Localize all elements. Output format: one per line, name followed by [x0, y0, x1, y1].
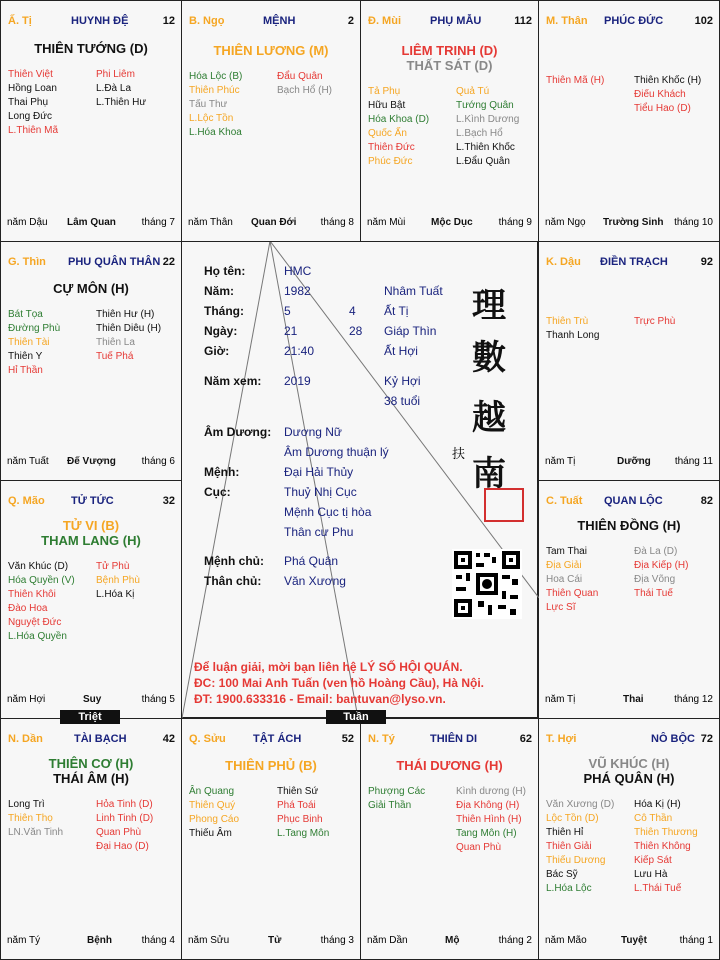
star-item: Thiên Tài — [8, 337, 50, 348]
star-item: Quốc Ấn — [368, 128, 407, 139]
palace-hoi[interactable] — [538, 718, 720, 960]
main-star: VŨ KHÚC (H) — [588, 756, 670, 771]
palace-footer — [545, 456, 713, 470]
star-item: Thiên Quý — [189, 800, 236, 811]
palace-month: tháng 7 — [141, 217, 175, 228]
star-item: Thiên Việt — [8, 69, 53, 80]
palace-footer — [7, 456, 175, 470]
triet-marker: Triệt — [60, 710, 120, 724]
star-item: Lực Sĩ — [546, 602, 576, 613]
palace-month: tháng 5 — [141, 694, 175, 705]
day-solar: 21 — [284, 324, 298, 338]
star-item: Phá Toái — [277, 800, 316, 811]
calligraphy-char-3: 越 — [472, 398, 506, 438]
palace-name: TẬT ÁCH — [253, 733, 302, 745]
palace-footer — [545, 935, 713, 949]
palace-year: năm Hợi — [7, 694, 46, 705]
palace-header — [8, 256, 175, 270]
star-item: Hóa Quyền (V) — [8, 575, 75, 586]
palace-branch: Q. Sửu — [189, 733, 226, 745]
palace-ty[interactable] — [0, 0, 182, 242]
star-item: Hoa Cái — [546, 574, 583, 585]
star-item: Thiên Khốc (H) — [634, 75, 702, 86]
red-seal-icon — [484, 488, 524, 522]
star-item: Hữu Bật — [368, 100, 406, 111]
star-item: L.Tang Môn — [277, 828, 330, 839]
stars-left — [368, 85, 429, 169]
palace-month: tháng 1 — [679, 935, 713, 946]
view-year-value: 2019 — [284, 374, 311, 388]
star-item: Thiên Thương — [634, 827, 698, 838]
palace-name: HUYNH ĐỆ — [71, 15, 129, 27]
palace-stage: Mộ — [445, 935, 460, 946]
day-label: Ngày: — [204, 324, 238, 338]
star-item: Thiên Giải — [546, 841, 592, 852]
palace-ngo[interactable] — [181, 0, 361, 242]
palace-branch: N. Dần — [8, 733, 43, 745]
main-star: THIÊN CƠ (H) — [48, 756, 134, 771]
palace-header — [8, 15, 175, 29]
palace-footer — [367, 217, 532, 231]
star-item: Địa Giải — [546, 560, 582, 571]
palace-number: 42 — [162, 733, 175, 745]
palace-year: năm Thân — [188, 217, 233, 228]
star-item: Văn Khúc (D) — [8, 561, 69, 572]
cuc-label: Cục: — [204, 485, 231, 499]
palace-month: tháng 9 — [498, 217, 532, 228]
palace-mui[interactable] — [360, 0, 539, 242]
star-item: Thanh Long — [546, 330, 600, 341]
palace-stage: Dưỡng — [617, 456, 651, 467]
year-value: 1982 — [284, 284, 311, 298]
hour-canchi: Ất Hợi — [384, 344, 418, 358]
palace-number: 52 — [341, 733, 354, 745]
star-item: L.Hóa Khoa — [189, 127, 242, 138]
palace-stage: Quan Đới — [251, 217, 297, 228]
stars-right — [456, 785, 526, 855]
palace-branch: M. Thân — [546, 15, 588, 27]
palace-year: năm Tý — [7, 935, 41, 946]
palace-footer — [7, 694, 175, 708]
am-duong-note: Âm Dương thuận lý — [284, 445, 389, 459]
tuan-marker: Tuần — [326, 710, 386, 724]
star-item: Tả Phụ — [368, 86, 401, 97]
stars-right — [456, 85, 519, 169]
palace-number: 2 — [347, 15, 354, 27]
palace-dau[interactable] — [538, 241, 720, 481]
stars-right — [634, 798, 698, 896]
palace-name: PHỤ MẪU — [430, 15, 482, 27]
palace-stage: Trường Sinh — [603, 217, 664, 228]
palace-month: tháng 2 — [498, 935, 532, 946]
stars-right — [96, 560, 140, 602]
star-item: Phi Liêm — [96, 69, 135, 80]
cuc-relation: Mệnh Cục tị hòa — [284, 505, 372, 519]
star-item: Phong Cáo — [189, 814, 240, 825]
star-item: Tướng Quân — [456, 100, 514, 111]
palace-stage: Tử — [268, 935, 282, 946]
star-item: Tử Phù — [96, 561, 130, 572]
palace-footer — [545, 694, 713, 708]
star-item: Tiểu Hao (D) — [634, 103, 691, 114]
star-item: L.Lộc Tồn — [189, 113, 234, 124]
palace-thin[interactable] — [0, 241, 182, 481]
main-star: TỬ VI (B) — [62, 518, 120, 533]
palace-month: tháng 10 — [674, 217, 713, 228]
calligraphy-char-1: 理 — [472, 286, 506, 326]
palace-number: 92 — [700, 256, 713, 268]
palace-branch: Ấ. Tị — [8, 15, 32, 27]
star-item: Thiên La — [96, 337, 135, 348]
stars-right — [634, 545, 688, 601]
star-item: Bát Tọa — [8, 309, 43, 320]
palace-footer — [7, 217, 175, 231]
star-item: Thiên Hư (H) — [96, 309, 155, 320]
star-item: Thái Tuế — [634, 588, 673, 599]
star-item: L.Bạch Hổ — [456, 128, 503, 139]
view-year-label: Năm xem: — [204, 374, 262, 388]
palace-branch: C. Tuất — [546, 495, 583, 507]
month-canchi: Ất Tị — [384, 304, 409, 318]
star-item: Thiên Không — [634, 841, 691, 852]
menh-chu-label: Mệnh chủ: — [204, 554, 264, 568]
palace-stage: Tuyệt — [621, 935, 647, 946]
star-item: Nguyệt Đức — [8, 617, 62, 628]
star-item: Đà La (D) — [634, 546, 678, 557]
star-item: Hồng Loan — [8, 83, 57, 94]
palace-name: PHU QUÂN THÂN — [68, 256, 161, 268]
month-label: Tháng: — [204, 304, 244, 318]
star-item: Thiếu Dương — [546, 855, 606, 866]
stars-left — [8, 798, 63, 840]
palace-header — [8, 495, 175, 509]
palace-number: 82 — [700, 495, 713, 507]
palace-year: năm Tuất — [7, 456, 49, 467]
palace-name: TÀI BẠCH — [74, 733, 127, 745]
star-item: Long Đức — [8, 111, 52, 122]
palace-header — [546, 256, 713, 270]
palace-year: năm Tị — [545, 694, 576, 705]
stars-left — [546, 74, 604, 88]
stars-left — [546, 315, 599, 343]
stars-left — [189, 785, 239, 841]
star-item: Ân Quang — [189, 786, 235, 797]
palace-stage: Lâm Quan — [67, 217, 116, 228]
star-item: Thiên Hỉ — [546, 827, 584, 838]
star-item: Long Trì — [8, 799, 45, 810]
palace-number: 112 — [514, 15, 532, 27]
star-item: Kiếp Sát — [634, 855, 672, 866]
palace-year: năm Ngọ — [545, 217, 586, 228]
palace-month: tháng 4 — [141, 935, 175, 946]
star-item: L.Kình Dương — [456, 114, 520, 125]
star-item: Địa Không (H) — [456, 800, 520, 811]
center-info-panel — [181, 241, 538, 718]
star-item: Hỉ Thần — [8, 365, 43, 376]
star-item: Hóa Lộc (B) — [189, 71, 243, 82]
menh-chu-value: Phá Quân — [284, 554, 339, 568]
palace-branch: G. Thìn — [8, 256, 46, 268]
hour-label: Giờ: — [204, 344, 230, 358]
am-duong-value: Dương Nữ — [284, 425, 342, 439]
star-item: Đào Hoa — [8, 603, 48, 614]
star-item: L.Hóa Quyền — [8, 631, 67, 642]
main-star: THAM LANG (H) — [41, 533, 141, 548]
stars-left — [368, 785, 425, 813]
palace-stage: Thai — [623, 694, 644, 705]
day-canchi: Giáp Thìn — [384, 324, 437, 338]
cuc-value: Thuỷ Nhị Cục — [284, 485, 357, 499]
palace-month: tháng 6 — [141, 456, 175, 467]
star-item: Thiên Đức — [368, 142, 415, 153]
star-item: L.Thiên Hư — [96, 97, 147, 108]
palace-name: MỆNH — [263, 15, 296, 27]
palace-than[interactable] — [538, 0, 720, 242]
palace-month: tháng 3 — [320, 935, 354, 946]
palace-header — [546, 15, 713, 29]
stars-right — [277, 785, 329, 841]
year-label: Năm: — [204, 284, 235, 298]
palace-year: năm Mùi — [367, 217, 406, 228]
palace-stage: Đế Vượng — [67, 456, 116, 467]
star-item: Thiên Thọ — [8, 813, 53, 824]
star-item: Thiếu Âm — [189, 828, 232, 839]
star-item: Thiên Sứ — [277, 786, 319, 797]
calligraphy-char-4: 南 — [472, 454, 506, 494]
name-value: HMC — [284, 264, 312, 278]
star-item: L.Thiên Mã — [8, 125, 59, 136]
star-item: Điếu Khách — [634, 89, 686, 100]
palace-number: 22 — [162, 256, 175, 268]
star-item: Thiên Y — [8, 351, 43, 362]
star-item: Đường Phù — [8, 323, 61, 334]
than-cu: Thân cư Phu — [284, 525, 354, 539]
palace-header — [189, 15, 354, 29]
stars-right — [634, 315, 675, 329]
month-solar: 5 — [284, 304, 291, 318]
name-label: Họ tên: — [204, 264, 246, 278]
month-lunar: 4 — [349, 304, 356, 318]
palace-suu[interactable] — [181, 718, 361, 960]
star-item: Hỏa Tinh (D) — [96, 799, 153, 810]
star-item: Đại Hao (D) — [96, 841, 149, 852]
view-year-canchi: Kỷ Hợi — [384, 374, 421, 388]
palace-number: 12 — [162, 15, 175, 27]
palace-name: THIÊN DI — [430, 733, 478, 745]
stars-left — [8, 68, 58, 138]
star-item: Lưu Hà — [634, 869, 668, 880]
stars-left — [189, 70, 242, 140]
palace-branch: K. Dậu — [546, 256, 581, 268]
palace-month: tháng 8 — [320, 217, 354, 228]
palace-tuat[interactable] — [538, 480, 720, 719]
calligraphy-char-2: 數 — [472, 338, 506, 378]
star-item: L.Hóa Lộc — [546, 883, 592, 894]
palace-name: NÔ BỘC — [651, 733, 695, 745]
star-item: Thiên Mã (H) — [546, 75, 605, 86]
star-item: Phục Binh — [277, 814, 323, 825]
palace-branch: N. Tý — [368, 733, 395, 745]
palace-branch: Đ. Mùi — [368, 15, 401, 27]
star-item: Thai Phụ — [8, 97, 49, 108]
stars-left — [8, 308, 60, 378]
palace-footer — [367, 935, 532, 949]
menh-label: Mệnh: — [204, 465, 240, 479]
hour-value: 21:40 — [284, 344, 315, 358]
palace-name: PHÚC ĐỨC — [604, 15, 664, 27]
menh-value: Đại Hải Thủy — [284, 465, 354, 479]
palace-name: ĐIỀN TRẠCH — [600, 256, 668, 268]
star-item: L.Thái Tuế — [634, 883, 682, 894]
star-item: Phượng Các — [368, 786, 426, 797]
main-star: PHÁ QUÂN (H) — [583, 771, 675, 786]
palace-mao[interactable] — [0, 480, 182, 719]
palace-footer — [188, 217, 354, 231]
main-star: LIÊM TRINH (D) — [401, 43, 498, 58]
star-item: Phúc Đức — [368, 156, 413, 167]
star-item: Bệnh Phù — [96, 575, 140, 586]
star-item: Thiên Diêu (H) — [96, 323, 162, 334]
palace-header — [368, 733, 532, 747]
palace-name: TỬ TỨC — [71, 495, 114, 507]
palace-stage: Bệnh — [87, 935, 112, 946]
stars-left — [8, 560, 75, 644]
star-item: Hóa Kị (H) — [634, 799, 681, 810]
than-chu-label: Thân chủ: — [204, 574, 262, 588]
palace-month: tháng 12 — [674, 694, 713, 705]
stars-right — [96, 798, 153, 854]
contact-address: ĐC: 100 Mai Anh Tuấn (ven hồ Hoàng Cầu), Hà Nội. — [194, 676, 485, 690]
palace-stage: Mộc Dục — [431, 217, 473, 228]
main-star: CỰ MÔN (H) — [53, 281, 129, 296]
star-item: L.Thiên Khốc — [456, 142, 515, 153]
main-star: THIÊN TƯỚNG (D) — [34, 41, 148, 56]
palace-footer — [545, 217, 713, 231]
contact-notice: Để luận giải, mời bạn liên hệ LÝ SỐ HỘI QUÁN. — [194, 660, 463, 674]
star-item: Thiên Phúc — [189, 85, 240, 96]
star-item: Bác Sỹ — [546, 869, 578, 880]
star-item: Cô Thần — [634, 813, 673, 824]
palace-header — [546, 733, 713, 747]
palace-number: 62 — [519, 733, 532, 745]
palace-ti[interactable] — [360, 718, 539, 960]
palace-header — [189, 733, 354, 747]
palace-header — [546, 495, 713, 509]
main-star: THÁI DƯƠNG (H) — [396, 758, 503, 773]
palace-header — [8, 733, 175, 747]
palace-number: 102 — [694, 15, 713, 27]
star-item: Thiên Trù — [546, 316, 589, 327]
star-item: Quan Phù — [96, 827, 142, 838]
palace-branch: Q. Mão — [8, 495, 45, 507]
contact-phone-email[interactable]: ĐT: 1900.633316 - Email: bantuvan@lyso.vn. — [194, 692, 446, 706]
am-duong-label: Âm Dương: — [204, 425, 272, 439]
palace-year: năm Sửu — [188, 935, 230, 946]
seal-text: 扶 — [452, 447, 466, 462]
star-item: Tuế Phá — [96, 351, 134, 362]
palace-number: 72 — [700, 733, 713, 745]
palace-footer — [188, 935, 354, 949]
palace-footer — [7, 935, 175, 949]
star-item: Địa Võng — [634, 574, 676, 585]
stars-left — [546, 545, 598, 615]
star-item: Lộc Tồn (D) — [546, 813, 599, 824]
palace-name: QUAN LỘC — [604, 495, 663, 507]
star-item: Tấu Thư — [189, 99, 228, 110]
than-chu-value: Văn Xương — [284, 574, 346, 588]
palace-header — [368, 15, 532, 29]
main-star: THẤT SÁT (D) — [406, 58, 493, 73]
palace-year: năm Dậu — [7, 217, 48, 228]
star-item: Kình dương (H) — [456, 786, 526, 797]
palace-dan[interactable] — [0, 718, 182, 960]
palace-branch: T. Hợi — [546, 733, 577, 745]
stars-left — [546, 798, 614, 896]
star-item: Đẩu Quân — [277, 71, 323, 82]
year-canchi: Nhâm Tuất — [384, 284, 443, 298]
star-item: Thiên Hình (H) — [456, 814, 522, 825]
main-star: THIÊN LƯƠNG (M) — [213, 43, 329, 58]
star-item: Địa Kiếp (H) — [634, 560, 689, 571]
main-star: THÁI ÂM (H) — [53, 771, 129, 786]
star-item: Thiên Quan — [546, 588, 599, 599]
star-item: L.Đẩu Quân — [456, 156, 510, 167]
star-item: Linh Tinh (D) — [96, 813, 154, 824]
star-item: Văn Xương (D) — [546, 799, 615, 810]
palace-year: năm Mão — [545, 935, 587, 946]
age-value: 38 tuổi — [384, 394, 421, 408]
star-item: LN.Văn Tinh — [8, 827, 64, 838]
star-item: Quả Tú — [456, 86, 490, 97]
stars-right — [277, 70, 332, 98]
day-lunar: 28 — [349, 324, 363, 338]
main-star: THIÊN ĐỒNG (H) — [577, 518, 681, 533]
star-item: Trực Phù — [634, 316, 676, 327]
palace-stage: Suy — [83, 694, 102, 705]
qr-code-icon[interactable] — [452, 549, 522, 619]
palace-year: năm Tị — [545, 456, 576, 467]
palace-branch: B. Ngọ — [189, 15, 225, 27]
star-item: Thiên Khôi — [8, 589, 56, 600]
star-item: L.Đà La — [96, 83, 132, 94]
star-item: L.Hóa Kị — [96, 589, 135, 600]
main-star: THIÊN PHỦ (B) — [225, 758, 317, 773]
star-item: Tang Môn (H) — [456, 828, 517, 839]
palace-year: năm Dần — [367, 935, 408, 946]
star-item: Bạch Hổ (H) — [277, 85, 333, 96]
palace-month: tháng 11 — [674, 456, 713, 467]
stars-right — [634, 74, 701, 116]
star-item: Quan Phù — [456, 842, 502, 853]
stars-right — [96, 308, 161, 364]
star-item: Tam Thai — [546, 546, 587, 557]
star-item: Hóa Khoa (D) — [368, 114, 430, 125]
palace-number: 32 — [162, 495, 175, 507]
star-item: Giải Thần — [368, 800, 412, 811]
stars-right — [96, 68, 146, 110]
